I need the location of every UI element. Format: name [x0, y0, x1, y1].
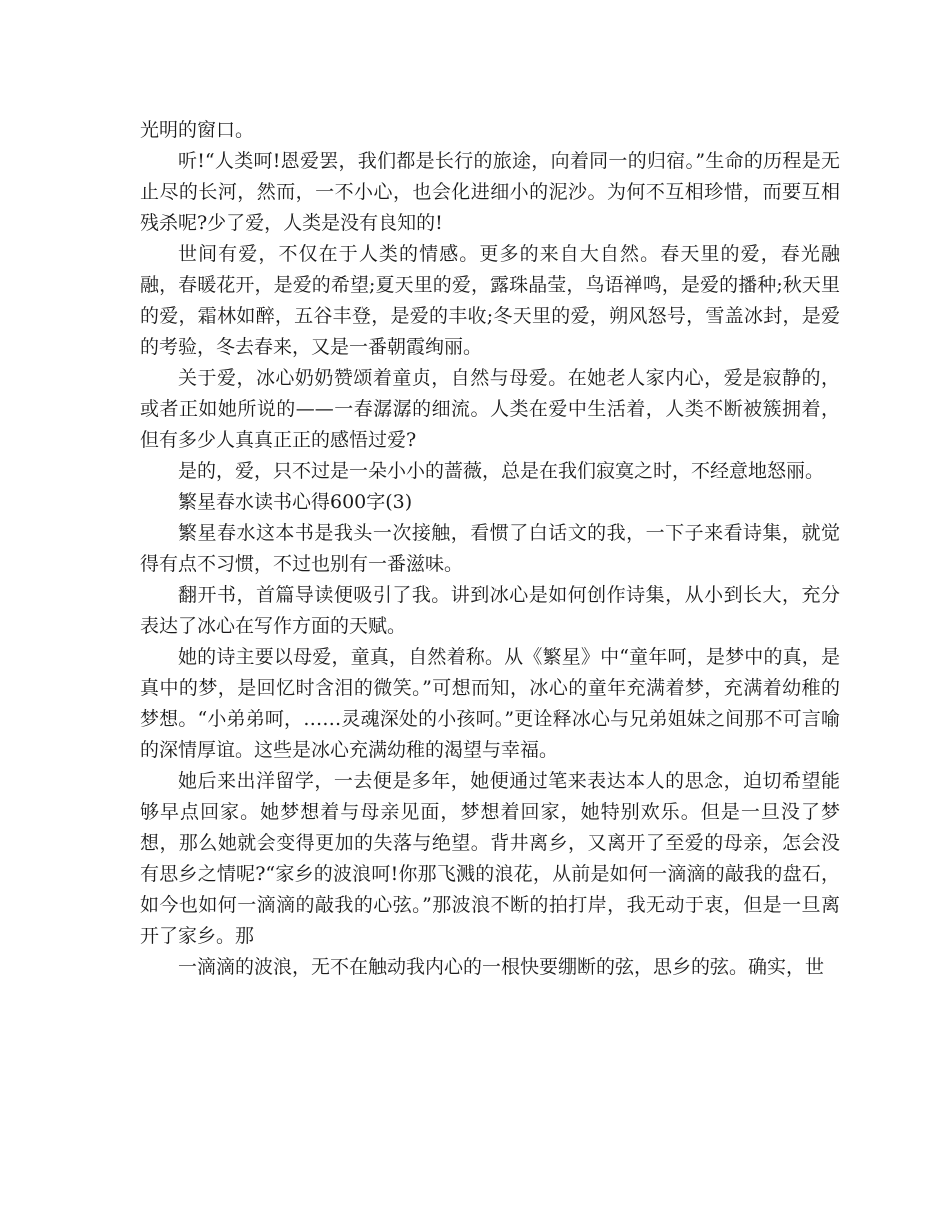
paragraph: 翻开书，首篇导读便吸引了我。讲到冰心是如何创作诗集，从小到长大，充分表达了冰心在写作方面的天赋。 — [140, 584, 840, 637]
paragraph: 关于爱，冰心奶奶赞颂着童贞，自然与母爱。在她老人家内心，爱是寂静的，或者正如她所说的——一春潺潺的细流。人类在爱中生活着，人类不断被簇拥着，但有多少人真真正正的感悟过爱? — [140, 367, 840, 451]
document-body — [140, 115, 840, 983]
paragraph: 她的诗主要以母爱，童真，自然着称。从《繁星》中“童年呵，是梦中的真，是真中的梦，是回忆时含泪的微笑。”可想而知，冰心的童年充满着梦，充满着幼稚的梦想。“小弟弟呵，……灵魂深处的小孩呵。”更诠释冰心与兄弟姐妹之间那不可言喻的深情厚谊。这些是冰心充满幼稚的渴望与幸福。 — [140, 646, 840, 761]
paragraph: 她后来出洋留学，一去便是多年，她便通过笔来表达本人的思念，迫切希望能够早点回家。她梦想着与母亲见面，梦想着回家，她特别欢乐。但是一旦没了梦想，那么她就会变得更加的失落与绝望。背井离乡，又离开了至爱的母亲，怎会没有思乡之情呢?“家乡的波浪呵!你那飞溅的浪花，从前是如何一滴滴的敲我的盘石，如今也如何一滴滴的敲我的心弦。”那波浪不断的拍打岸，我无动于衷，但是一旦离开了家乡。那 — [140, 770, 840, 947]
paragraph: 繁星春水这本书是我头一次接触，看惯了白话文的我，一下子来看诗集，就觉得有点不习惯，不过也别有一番滋味。 — [140, 522, 840, 575]
paragraph: 光明的窗口。 — [140, 119, 255, 141]
paragraph: 一滴滴的波浪，无不在触动我内心的一根快要绷断的弦，思乡的弦。确实，世 — [178, 956, 825, 978]
paragraph: 世间有爱，不仅在于人类的情感。更多的来自大自然。春天里的爱，春光融融，春暖花开，是爱的希望;夏天里的爱，露珠晶莹，鸟语禅鸣，是爱的播种;秋天里的爱，霜林如醉，五谷丰登，是爱的丰收;冬天里的爱，朔风怒号，雪盖冰封，是爱的考验，冬去春来，又是一番朝霞绚丽。 — [140, 243, 840, 358]
paragraph: 是的，爱，只不过是一朵小小的蔷薇，总是在我们寂寞之时，不经意地怒丽。 — [178, 460, 825, 482]
section-heading: 繁星春水读书心得600字(3) — [178, 491, 413, 513]
paragraph: 听!“人类呵!恩爱罢，我们都是长行的旅途，向着同一的归宿。”生命的历程是无止尽的长河，然而，一不小心，也会化进细小的泥沙。为何不互相珍惜，而要互相残杀呢?少了爱，人类是没有良知的! — [140, 150, 840, 234]
